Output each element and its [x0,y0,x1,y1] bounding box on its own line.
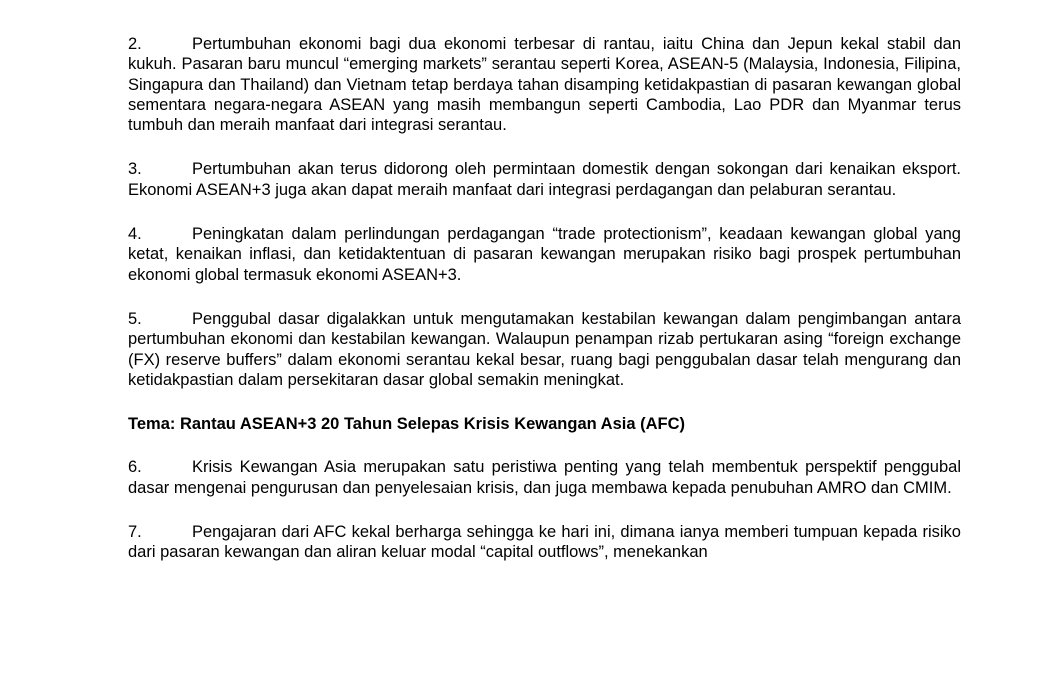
paragraph-text: Pengajaran dari AFC kekal berharga sehingga ke hari ini, dimana ianya memberi tumpuan kepada risiko dari pasaran kewangan dan aliran keluar modal “capital outflows”, menekankan [128,523,961,562]
paragraph-text: Krisis Kewangan Asia merupakan satu peristiwa penting yang telah membentuk perspektif penggubal dasar mengenai pengurusan dan penyelesaian krisis, dan juga membawa kepada penubuhan AMRO dan CMIM. [128,458,961,497]
paragraph-number: 7. [128,523,142,542]
paragraph-text: Pertumbuhan akan terus didorong oleh permintaan domestik dengan sokongan dari kenaikan eksport. Ekonomi ASEAN+3 juga akan dapat meraih manfaat dari integrasi perdagangan dan pelaburan serantau. [128,160,961,199]
paragraph-number: 4. [128,225,142,244]
section-heading: Tema: Rantau ASEAN+3 20 Tahun Selepas Krisis Kewangan Asia (AFC) [128,415,686,434]
paragraph-7 [128,522,961,563]
paragraph-6 [128,457,961,498]
paragraph-5 [128,309,961,390]
paragraph-3 [128,159,961,200]
document-page [128,34,961,587]
paragraph-number: 3. [128,160,142,179]
paragraph-text: Penggubal dasar digalakkan untuk mengutamakan kestabilan kewangan dalam pengimbangan antara pertumbuhan ekonomi dan kestabilan kewangan. Walaupun penampan rizab pertukaran asing “foreign exchange (FX) reserve buffers” dalam ekonomi serantau kekal besar, ruang bagi penggubalan dasar telah mengurang dan ketidakpastian dalam persekitaran dasar global semakin meningkat. [128,309,961,389]
paragraph-text: Pertumbuhan ekonomi bagi dua ekonomi terbesar di rantau, iaitu China dan Jepun kekal stabil dan kukuh. Pasaran baru muncul “emerging markets” serantau seperti Korea, ASEAN-5 (Malaysia, Indonesia, Filipina, Singapura dan Thailand) dan Vietnam tetap berdaya tahan disamping ketidakpastian di pasaran kewangan global sementara negara-negara ASEAN yang masih membangun seperti Cambodia, Lao PDR dan Myanmar terus tumbuh dan meraih manfaat dari integrasi serantau. [128,35,961,135]
paragraph-text: Peningkatan dalam perlindungan perdagangan “trade protectionism”, keadaan kewangan global yang ketat, kenaikan inflasi, dan ketidaktentuan di pasaran kewangan merupakan risiko bagi prospek pertumbuhan ekonomi global termasuk ekonomi ASEAN+3. [128,225,961,284]
paragraph-number: 2. [128,35,142,53]
paragraph-4 [128,224,961,285]
paragraph-number: 5. [128,309,142,328]
paragraph-number: 6. [128,458,142,477]
paragraph-2 [128,34,961,135]
